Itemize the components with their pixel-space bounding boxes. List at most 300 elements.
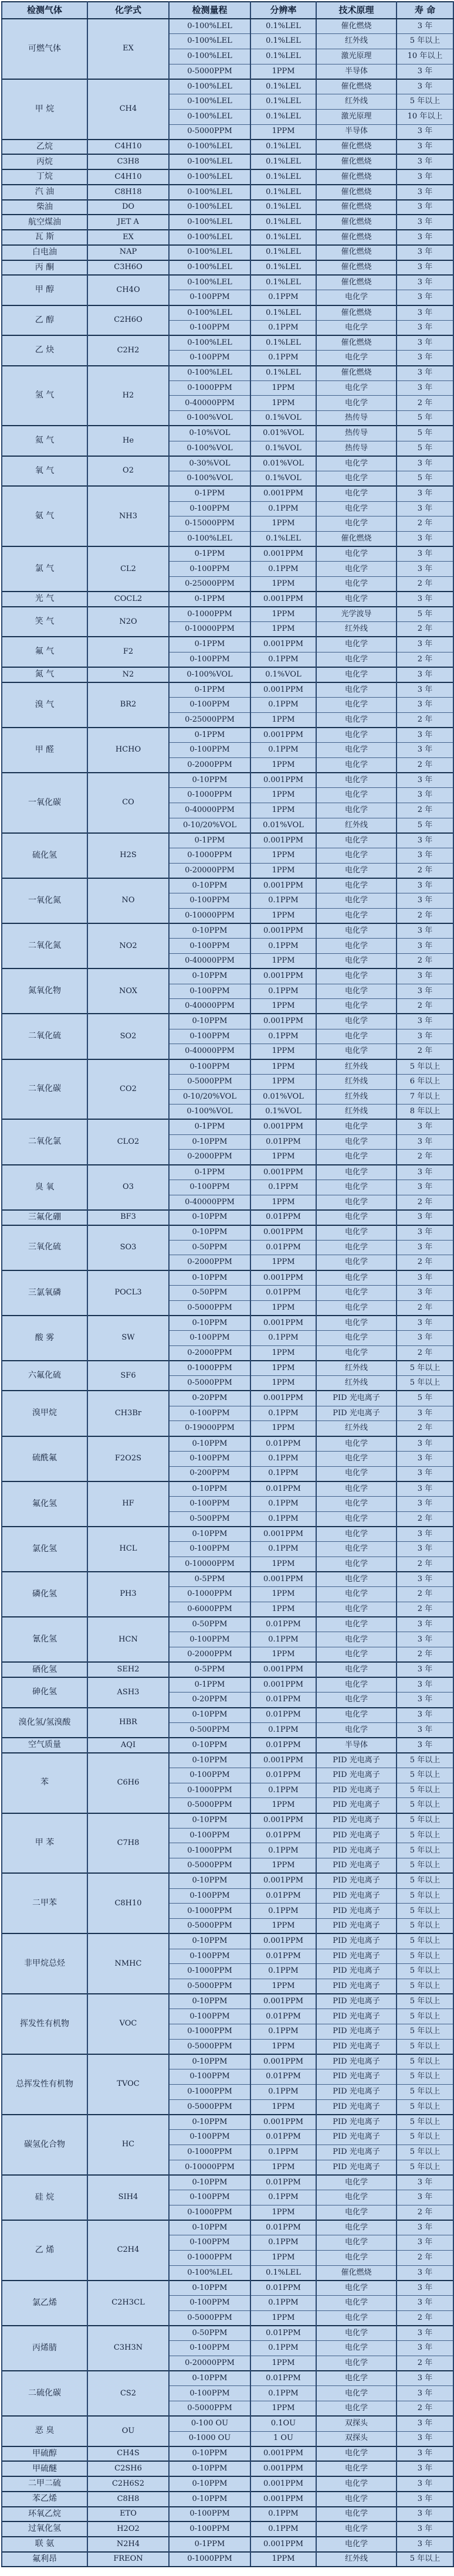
resolution-cell: 0.1PPM <box>250 1632 316 1647</box>
resolution-cell: 0.01PPM <box>250 2130 316 2145</box>
table-row <box>2 2521 453 2537</box>
range-cell: 0-1000PPM <box>169 2084 250 2099</box>
lifespan-cell: 2 年 <box>397 1300 453 1316</box>
table-row <box>2 2552 453 2567</box>
tech-cell: 红外线 <box>316 34 397 49</box>
range-cell: 0-1PPM <box>169 1119 250 1134</box>
table-row <box>2 1527 453 1542</box>
resolution-cell: 0.1PPM <box>250 1964 316 1979</box>
resolution-cell: 1PPM <box>250 380 316 396</box>
lifespan-cell: 3 年 <box>397 1632 453 1647</box>
tech-cell: 电化学 <box>316 516 397 532</box>
tech-cell: 催化燃烧 <box>316 275 397 290</box>
resolution-cell: 1PPM <box>250 2250 316 2265</box>
range-cell: 0-40000PPM <box>169 803 250 818</box>
lifespan-cell: 6 年以上 <box>397 1074 453 1089</box>
resolution-cell: 0.01PPM <box>250 2175 316 2190</box>
tech-cell: 电化学 <box>316 2356 397 2371</box>
resolution-cell: 1PPM <box>250 1979 316 1994</box>
lifespan-cell: 5 年以上 <box>397 1979 453 1994</box>
range-cell: 0-1PPM <box>169 546 250 562</box>
range-cell: 0-5000PPM <box>169 2401 250 2417</box>
resolution-cell: 0.1%LEL <box>250 200 316 215</box>
gas-name-cell: 可燃气体 <box>2 19 87 79</box>
gas-name-cell: 乙 烯 <box>2 2220 87 2281</box>
range-cell: 0-5PPM <box>169 1662 250 1677</box>
tech-cell: 电化学 <box>316 501 397 516</box>
gas-name-cell: 三氧化硫 <box>2 1225 87 1270</box>
range-cell: 0-10000PPM <box>169 908 250 923</box>
resolution-cell: 0.001PPM <box>250 923 316 939</box>
tech-cell: 电化学 <box>316 2310 397 2326</box>
tech-cell: PID 光电离子 <box>316 2039 397 2054</box>
resolution-cell: 0.01PPM <box>250 2069 316 2085</box>
tech-cell: 电化学 <box>316 2537 397 2552</box>
tech-cell: PID 光电离子 <box>316 1904 397 1919</box>
gas-name-cell: 氮 气 <box>2 667 87 682</box>
resolution-cell: 0.1%VOL <box>250 667 316 682</box>
table-row <box>2 275 453 290</box>
resolution-cell: 0.001PPM <box>250 1813 316 1829</box>
resolution-cell: 0.1PPM <box>250 320 316 335</box>
range-cell: 0-100%VOL <box>169 667 250 682</box>
resolution-cell: 0.01PPM <box>250 1768 316 1783</box>
lifespan-cell: 5 年以上 <box>397 1994 453 2009</box>
tech-cell: PID 光电离子 <box>316 2130 397 2145</box>
range-cell: 0-10PPM <box>169 2492 250 2507</box>
lifespan-cell: 3 年 <box>397 788 453 803</box>
range-cell: 0-100PPM <box>169 939 250 954</box>
lifespan-cell: 3 年 <box>397 984 453 999</box>
gas-name-cell: 三氯氧磷 <box>2 1270 87 1316</box>
resolution-cell: 1PPM <box>250 1647 316 1663</box>
tech-cell: 红外线 <box>316 1376 397 1391</box>
tech-cell: PID 光电离子 <box>316 1828 397 1843</box>
resolution-cell: 0.1PPM <box>250 1904 316 1919</box>
gas-name-cell: 汽 油 <box>2 185 87 200</box>
lifespan-cell: 3 年 <box>397 2507 453 2522</box>
tech-cell: 催化燃烧 <box>316 366 397 381</box>
range-cell: 0-5000PPM <box>169 2039 250 2054</box>
formula-cell: CH4 <box>87 79 169 140</box>
range-cell: 0-100PPM <box>169 1406 250 1421</box>
table-row <box>2 546 453 562</box>
tech-cell: PID 光电离子 <box>316 1994 397 2009</box>
lifespan-cell: 5 年 <box>397 818 453 833</box>
tech-cell: 电化学 <box>316 697 397 712</box>
formula-cell: H2 <box>87 366 169 426</box>
gas-name-cell: 二氧化氯 <box>2 1119 87 1164</box>
formula-cell: C4H10 <box>87 169 169 185</box>
table-row <box>2 456 453 471</box>
range-cell: 0-200PPM <box>169 1466 250 1481</box>
range-cell: 0-10PPM <box>169 2371 250 2386</box>
tech-cell: 电化学 <box>316 1451 397 1466</box>
gas-name-cell: 氦 气 <box>2 426 87 456</box>
range-cell: 0-25000PPM <box>169 577 250 592</box>
resolution-cell: 0.01%VOL <box>250 1089 316 1105</box>
tech-cell: 催化燃烧 <box>316 169 397 185</box>
lifespan-cell: 3 年 <box>397 1693 453 1708</box>
range-cell: 0-10PPM <box>169 2115 250 2130</box>
range-cell: 0-50PPM <box>169 1617 250 1632</box>
table-row <box>2 200 453 215</box>
resolution-cell: 0.01PPM <box>250 2009 316 2024</box>
gas-name-cell: 二氧化碳 <box>2 1059 87 1120</box>
lifespan-cell: 3 年 <box>397 380 453 396</box>
range-cell: 0-100%VOL <box>169 1105 250 1120</box>
gas-name-cell: 非甲烷总烃 <box>2 1933 87 1994</box>
resolution-cell: 0.001PPM <box>250 1527 316 1542</box>
range-cell: 0-100%LEL <box>169 230 250 245</box>
gas-name-cell: 硒化氢 <box>2 1662 87 1677</box>
resolution-cell: 0.001PPM <box>250 1873 316 1888</box>
lifespan-cell: 3 年 <box>397 1527 453 1542</box>
lifespan-cell: 2 年 <box>397 2205 453 2220</box>
tech-cell: PID 光电离子 <box>316 1888 397 1904</box>
formula-cell: C2H4 <box>87 2220 169 2281</box>
table-row <box>2 1933 453 1949</box>
tech-cell: PID 光电离子 <box>316 1873 397 1888</box>
range-cell: 0-10PPM <box>169 2175 250 2190</box>
resolution-cell: 0.1PPM <box>250 501 316 516</box>
lifespan-cell: 3 年 <box>397 140 453 155</box>
table-row <box>2 1391 453 1406</box>
range-cell: 0-5000PPM <box>169 1919 250 1934</box>
range-cell: 0-50PPM <box>169 1285 250 1300</box>
resolution-cell: 1PPM <box>250 516 316 532</box>
lifespan-cell: 3 年 <box>397 230 453 245</box>
table-row <box>2 1059 453 1075</box>
tech-cell: PID 光电离子 <box>316 2115 397 2130</box>
lifespan-cell: 5 年以上 <box>397 1843 453 1858</box>
tech-cell: PID 光电离子 <box>316 1964 397 1979</box>
resolution-cell: 1PPM <box>250 848 316 864</box>
table-row <box>2 1014 453 1029</box>
resolution-cell: 0.1PPM <box>250 2341 316 2356</box>
lifespan-cell: 2 年 <box>397 1255 453 1270</box>
lifespan-cell: 3 年 <box>397 154 453 169</box>
lifespan-cell: 7 年以上 <box>397 1089 453 1105</box>
range-cell: 0-100%LEL <box>169 245 250 260</box>
lifespan-cell: 3 年 <box>397 2175 453 2190</box>
lifespan-cell: 5 年以上 <box>397 2024 453 2040</box>
lifespan-cell: 5 年以上 <box>397 1904 453 1919</box>
header-row <box>2 2 453 19</box>
gas-name-cell: 乙 醇 <box>2 305 87 335</box>
resolution-cell: 1PPM <box>250 124 316 140</box>
range-cell: 0-10PPM <box>169 2220 250 2235</box>
lifespan-cell: 3 年 <box>397 79 453 94</box>
tech-cell: 电化学 <box>316 1496 397 1511</box>
tech-cell: 电化学 <box>316 2250 397 2265</box>
formula-cell: HF <box>87 1481 169 1527</box>
resolution-cell: 0.01PPM <box>250 1888 316 1904</box>
lifespan-cell: 3 年 <box>397 169 453 185</box>
lifespan-cell: 3 年 <box>397 1270 453 1286</box>
lifespan-cell: 3 年 <box>397 637 453 652</box>
tech-cell: 催化燃烧 <box>316 185 397 200</box>
lifespan-cell: 3 年 <box>397 546 453 562</box>
lifespan-cell: 3 年 <box>397 200 453 215</box>
tech-cell: 电化学 <box>316 1300 397 1316</box>
table-row <box>2 185 453 200</box>
range-cell: 0-100%VOL <box>169 471 250 487</box>
resolution-cell: 0.001PPM <box>250 2115 316 2130</box>
formula-cell: C3H8 <box>87 154 169 169</box>
lifespan-cell: 3 年 <box>397 2431 453 2446</box>
tech-cell: 电化学 <box>316 351 397 366</box>
lifespan-cell: 3 年 <box>397 562 453 577</box>
range-cell: 0-100%LEL <box>169 34 250 49</box>
formula-cell: NAP <box>87 245 169 260</box>
lifespan-cell: 3 年 <box>397 923 453 939</box>
lifespan-cell: 3 年 <box>397 2492 453 2507</box>
range-cell: 0-100%LEL <box>169 200 250 215</box>
tech-cell: PID 光电离子 <box>316 1949 397 1964</box>
gas-name-cell: 乙 炔 <box>2 335 87 365</box>
column-header: 化学式 <box>87 2 169 19</box>
formula-cell: HC <box>87 2115 169 2175</box>
resolution-cell: 1PPM <box>250 2552 316 2567</box>
formula-cell: F2 <box>87 637 169 667</box>
lifespan-cell: 5 年以上 <box>397 1059 453 1075</box>
formula-cell: JET A <box>87 215 169 230</box>
range-cell: 0-100%LEL <box>169 94 250 110</box>
table-row <box>2 637 453 652</box>
resolution-cell: 0.001PPM <box>250 486 316 501</box>
tech-cell: 电化学 <box>316 908 397 923</box>
tech-cell: 热传导 <box>316 411 397 426</box>
table-row <box>2 2492 453 2507</box>
resolution-cell: 1PPM <box>250 64 316 79</box>
gas-name-cell: 氰化氢 <box>2 1617 87 1662</box>
resolution-cell: 1PPM <box>250 622 316 637</box>
table-row <box>2 1677 453 1693</box>
tech-cell: 电化学 <box>316 1316 397 1331</box>
range-cell: 0-100PPM <box>169 1451 250 1466</box>
gas-name-cell: 苯 <box>2 1753 87 1813</box>
resolution-cell: 1PPM <box>250 999 316 1014</box>
range-cell: 0-40000PPM <box>169 1044 250 1059</box>
tech-cell: 电化学 <box>316 2175 397 2190</box>
range-cell: 0-10PPM <box>169 1134 250 1150</box>
gas-name-cell: 航空煤油 <box>2 215 87 230</box>
resolution-cell: 0.01PPM <box>250 2371 316 2386</box>
range-cell: 0-100%LEL <box>169 109 250 124</box>
lifespan-cell: 3 年 <box>397 2416 453 2431</box>
formula-cell: H2O2 <box>87 2521 169 2537</box>
range-cell: 0-1PPM <box>169 592 250 607</box>
tech-cell: 电化学 <box>316 712 397 728</box>
lifespan-cell: 3 年 <box>397 1029 453 1044</box>
table-row <box>2 1662 453 1677</box>
range-cell: 0-2000PPM <box>169 1345 250 1361</box>
formula-cell: C2H2 <box>87 335 169 365</box>
lifespan-cell: 2 年 <box>397 863 453 878</box>
range-cell: 0-100%LEL <box>169 169 250 185</box>
formula-cell: C7H8 <box>87 1813 169 1874</box>
formula-cell: CL2 <box>87 546 169 592</box>
resolution-cell: 0.1PPM <box>250 2235 316 2251</box>
resolution-cell: 0.1PPM <box>250 290 316 305</box>
resolution-cell: 1PPM <box>250 1044 316 1059</box>
table-row <box>2 2326 453 2341</box>
formula-cell: C3H3N <box>87 2326 169 2371</box>
formula-cell: SEH2 <box>87 1662 169 1677</box>
gas-name-cell: 总挥发性有机物 <box>2 2054 87 2115</box>
table-row <box>2 1617 453 1632</box>
lifespan-cell: 2 年 <box>397 652 453 667</box>
lifespan-cell: 2 年 <box>397 1511 453 1527</box>
formula-cell: HCN <box>87 1617 169 1662</box>
tech-cell: 催化燃烧 <box>316 305 397 321</box>
lifespan-cell: 5 年以上 <box>397 2039 453 2054</box>
lifespan-cell: 2 年 <box>397 1150 453 1165</box>
range-cell: 0-10PPM <box>169 1225 250 1241</box>
table-row <box>2 305 453 321</box>
resolution-cell: 1PPM <box>250 954 316 969</box>
range-cell: 0-1000 OU <box>169 2431 250 2446</box>
formula-cell: N2H4 <box>87 2537 169 2552</box>
resolution-cell: 0.1PPM <box>250 2024 316 2040</box>
lifespan-cell: 3 年 <box>397 1481 453 1497</box>
lifespan-cell: 3 年 <box>397 1436 453 1452</box>
resolution-cell: 0.1%LEL <box>250 245 316 260</box>
lifespan-cell: 3 年 <box>397 773 453 788</box>
lifespan-cell: 5 年 <box>397 426 453 441</box>
lifespan-cell: 5 年 <box>397 471 453 487</box>
table-body <box>2 19 453 2567</box>
range-cell: 0-100PPM <box>169 1180 250 1195</box>
resolution-cell: 0.001PPM <box>250 2446 316 2462</box>
lifespan-cell: 5 年 <box>397 607 453 622</box>
lifespan-cell: 5 年以上 <box>397 1964 453 1979</box>
range-cell: 0-1000PPM <box>169 1904 250 1919</box>
gas-name-cell: 磷化氢 <box>2 1572 87 1617</box>
tech-cell: 激光原理 <box>316 109 397 124</box>
lifespan-cell: 3 年 <box>397 1496 453 1511</box>
resolution-cell: 0.01PPM <box>250 1828 316 1843</box>
lifespan-cell: 3 年 <box>397 592 453 607</box>
lifespan-cell: 3 年 <box>397 878 453 893</box>
lifespan-cell: 5 年以上 <box>397 2099 453 2115</box>
resolution-cell: 0.01PPM <box>250 2281 316 2296</box>
tech-cell: 催化燃烧 <box>316 200 397 215</box>
range-cell: 0-100PPM <box>169 1059 250 1075</box>
lifespan-cell: 5 年以上 <box>397 2054 453 2069</box>
table-row <box>2 260 453 276</box>
tech-cell: 电化学 <box>316 1134 397 1150</box>
table-row <box>2 878 453 893</box>
lifespan-cell: 2 年 <box>397 2401 453 2417</box>
gas-name-cell: 溴化氢/氢溴酸 <box>2 1708 87 1738</box>
formula-cell: C3H6O <box>87 260 169 276</box>
tech-cell: 电化学 <box>316 1436 397 1452</box>
range-cell: 0-100PPM <box>169 2507 250 2522</box>
gas-name-cell: 氢 气 <box>2 366 87 426</box>
tech-cell: 电化学 <box>316 652 397 667</box>
tech-cell: 电化学 <box>316 562 397 577</box>
tech-cell: 红外线 <box>316 622 397 637</box>
gas-name-cell: 氟化氢 <box>2 1481 87 1527</box>
range-cell: 0-10PPM <box>169 2476 250 2492</box>
range-cell: 0-40000PPM <box>169 999 250 1014</box>
lifespan-cell: 3 年 <box>397 2386 453 2401</box>
resolution-cell: 0.01PPM <box>250 1949 316 1964</box>
gas-name-cell: 氮氧化物 <box>2 968 87 1014</box>
lifespan-cell: 3 年 <box>397 64 453 79</box>
lifespan-cell: 10 年以上 <box>397 49 453 64</box>
range-cell: 0-5000PPM <box>169 64 250 79</box>
lifespan-cell: 8 年以上 <box>397 1105 453 1120</box>
table-row <box>2 366 453 381</box>
range-cell: 0-1000PPM <box>169 1361 250 1376</box>
resolution-cell: 0.1PPM <box>250 351 316 366</box>
gas-name-cell: 丙烯腈 <box>2 2326 87 2371</box>
gas-name-cell: 溴甲烷 <box>2 1391 87 1436</box>
table-row <box>2 2115 453 2130</box>
tech-cell: 红外线 <box>316 1421 397 1436</box>
lifespan-cell: 3 年 <box>397 1708 453 1723</box>
resolution-cell: 0.1PPM <box>250 893 316 909</box>
formula-cell: C8H18 <box>87 185 169 200</box>
tech-cell: PID 光电离子 <box>316 2069 397 2085</box>
gas-name-cell: 挥发性有机物 <box>2 1994 87 2054</box>
range-cell: 0-10PPM <box>169 1994 250 2009</box>
resolution-cell: 0.01PPM <box>250 2326 316 2341</box>
lifespan-cell: 3 年 <box>397 531 453 546</box>
formula-cell: O3 <box>87 1165 169 1210</box>
lifespan-cell: 3 年 <box>397 456 453 471</box>
tech-cell: 电化学 <box>316 290 397 305</box>
resolution-cell: 0.001PPM <box>250 1677 316 1693</box>
table-row <box>2 773 453 788</box>
resolution-cell: 0.1PPM <box>250 2190 316 2205</box>
tech-cell: 电化学 <box>316 1647 397 1663</box>
lifespan-cell: 5 年 <box>397 441 453 456</box>
resolution-cell: 1PPM <box>250 863 316 878</box>
lifespan-cell: 2 年 <box>397 1195 453 1210</box>
range-cell: 0-10PPM <box>169 1481 250 1497</box>
range-cell: 0-2000PPM <box>169 1255 250 1270</box>
tech-cell: 催化燃烧 <box>316 215 397 230</box>
lifespan-cell: 3 年 <box>397 501 453 516</box>
tech-cell: 电化学 <box>316 878 397 893</box>
lifespan-cell: 3 年 <box>397 305 453 321</box>
range-cell: 0-100PPM <box>169 2386 250 2401</box>
tech-cell: 电化学 <box>316 984 397 999</box>
lifespan-cell: 2 年 <box>397 1647 453 1663</box>
gas-name-cell: 柴油 <box>2 200 87 215</box>
tech-cell: 电化学 <box>316 396 397 411</box>
gas-name-cell: 丁烷 <box>2 169 87 185</box>
tech-cell: PID 光电离子 <box>316 1919 397 1934</box>
lifespan-cell: 3 年 <box>397 275 453 290</box>
tech-cell: 双探头 <box>316 2416 397 2431</box>
tech-cell: 电化学 <box>316 743 397 758</box>
resolution-cell: 0.1OU <box>250 2416 316 2431</box>
table-row <box>2 1572 453 1587</box>
resolution-cell: 0.1PPM <box>250 743 316 758</box>
table-row <box>2 2476 453 2492</box>
range-cell: 0-100%VOL <box>169 411 250 426</box>
lifespan-cell: 2 年 <box>397 396 453 411</box>
tech-cell: PID 光电离子 <box>316 1753 397 1768</box>
resolution-cell: 0.01PPM <box>250 1285 316 1300</box>
tech-cell: 电化学 <box>316 2326 397 2341</box>
range-cell: 0-6000PPM <box>169 1602 250 1617</box>
